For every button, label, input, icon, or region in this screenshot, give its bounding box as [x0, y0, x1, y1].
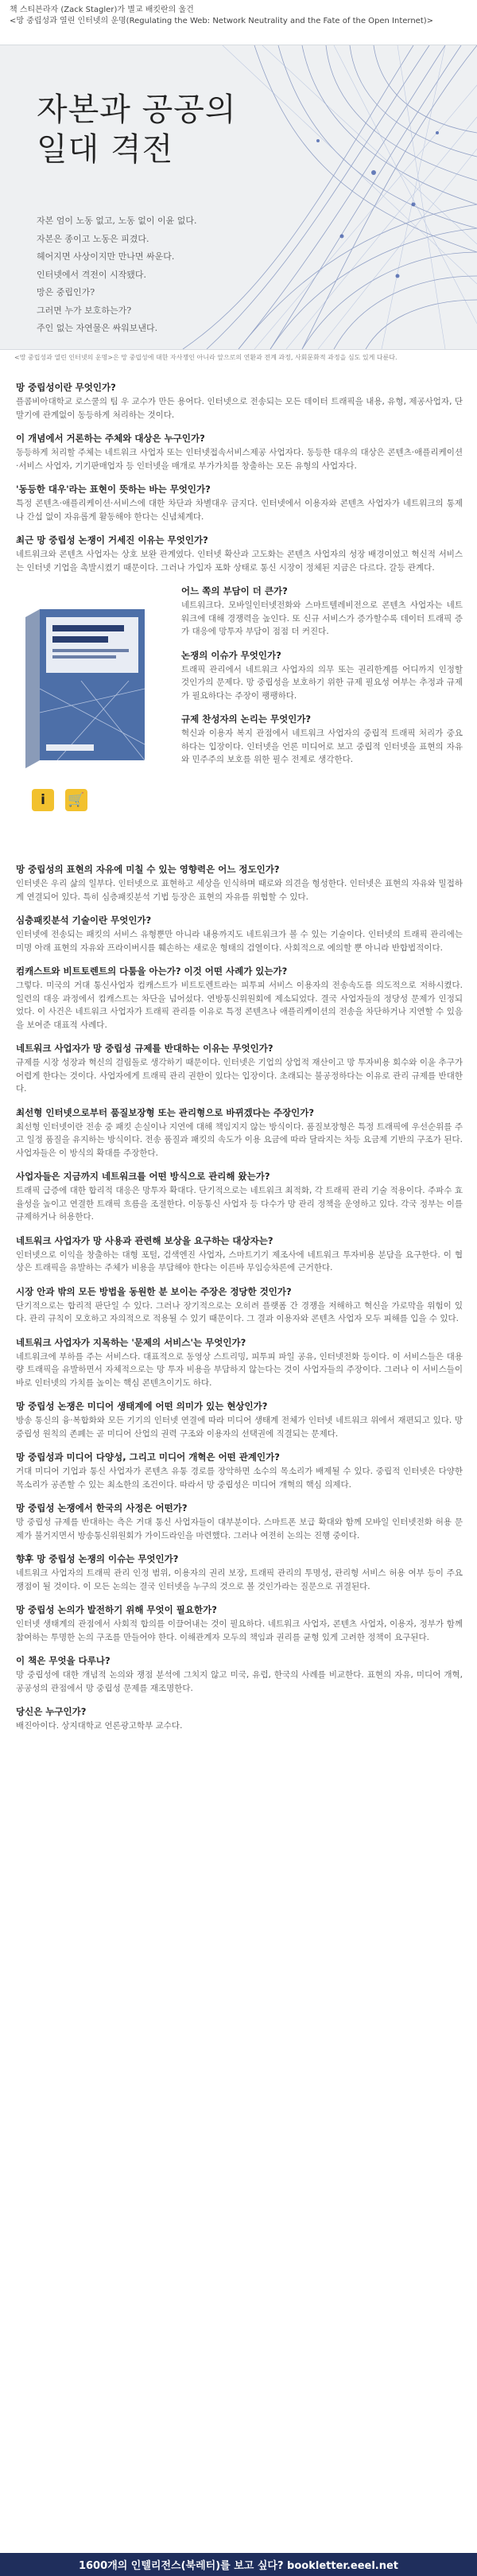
hero-title — [37, 90, 237, 169]
answer: 네트워크 사업자의 트래픽 관리 인정 범위, 이용자의 권리 보장, 트래픽 관리의 투명성, 관리형 서비스 허용 여부 등이 주요 쟁점이 될 것이다. 이 모든 논의는 결국 인터넷을 누구의 것으로 볼 것인가라는 질문으로 귀결된다. — [16, 1568, 463, 1591]
answer: 혁신과 이용자 복지 관점에서 네트워크 사업자의 중립적 트래픽 처리가 중요하다는 입장이다. 인터넷을 언론 미디어로 보고 중립적 인터넷을 표현의 자유와 민주주의 보호를 위한 필수 전제로 생각한다. — [181, 729, 463, 764]
hero-intro — [37, 212, 196, 338]
interview-content — [0, 382, 477, 1744]
qa-item — [16, 1043, 463, 1096]
question: 논쟁의 이슈가 무엇인가? — [181, 649, 281, 661]
hero-title-line: 일대 격전 — [37, 131, 174, 168]
question: 네트워크 사업자가 지목하는 '문제의 서비스'는 무엇인가? — [16, 1336, 246, 1348]
answer: 규제를 시장 성장과 혁신의 걸림돌로 생각하기 때문이다. 인터넷은 기업의 상업적 재산이고 망 투자비용 회수와 이윤 추구가 어렵게 한다는 것이다. 사업자에게 트래픽 관리 권한이 있다는 입장이다. 초래되는 불공정하다는 이유로 관리 규제를 반대한다. — [16, 1058, 463, 1094]
question: 규제 찬성자의 논리는 무엇인가? — [181, 713, 312, 725]
qa-item — [16, 1604, 463, 1644]
intro-line: 망은 중립인가? — [37, 287, 95, 297]
answer: 특정 콘텐츠·애플리케이션·서비스에 대한 차단과 차별대우 금지다. 인터넷에서 이용자와 콘텐츠 사업자가 네트워크의 통제나 간섭 없이 자유롭게 활동해야 한다는 신념체계다. — [16, 499, 463, 522]
qa-item — [16, 1655, 463, 1695]
question: 이 책은 무엇을 다루나? — [16, 1655, 111, 1666]
qa-item — [16, 915, 463, 954]
qa-item — [16, 1107, 463, 1160]
cart-icon[interactable]: 🛒 — [65, 789, 87, 811]
intro-line: 자본은 종이고 노동은 피겼다. — [37, 233, 149, 244]
answer: 거대 미디어 기업과 통신 사업자가 콘텐츠 유통 경로를 장악하면 소수의 목소리가 배제될 수 있다. 중립적 인터넷은 다양한 목소리가 공존할 수 있는 최소한의 조건이다. 따라서 망 중립성은 미디어 개혁의 핵심 의제다. — [16, 1467, 463, 1490]
answer: 인터넷 생태계의 관점에서 사회적 합의를 이끌어내는 것이 필요하다. 네트워크 사업자, 콘텐츠 사업자, 이용자, 정부가 함께 참여하는 투명한 논의 구조를 만들어야 한다. 이해관계자 모두의 책임과 권리를 균형 있게 고려한 정책이 요구된다. — [16, 1619, 463, 1642]
qa-item — [16, 1401, 463, 1440]
answer: 인터넷에 전송되는 패킷의 서비스 유형뿐만 아니라 내용까지도 네트워크가 볼 수 있는 기술이다. 인터넷의 트래픽 관리에는 미명 아래 표현의 자유와 프라이버시를 훼손하는 새로운 형태의 검열이다. 사회적으로 예의할 뿐 아니라 반합법적이다. — [16, 930, 463, 953]
qa-item — [16, 1706, 463, 1733]
qa-item — [16, 1171, 463, 1224]
question: 최근 망 중립성 논쟁이 거세진 이유는 무엇인가? — [16, 534, 208, 546]
info-icon[interactable]: i — [32, 789, 54, 811]
qa-item — [16, 1451, 463, 1491]
intro-line: 헤어지면 사상이지만 만나면 싸운다. — [37, 251, 175, 262]
question: 망 중립성과 미디어 다양성, 그리고 미디어 개혁은 어떤 관계인가? — [16, 1451, 280, 1463]
qa-item — [16, 1553, 463, 1593]
answer: 최선형 인터넷이란 전송 중 패킷 손실이나 지연에 대해 책임지지 않는 방식이다. 품질보장형은 특정 트래픽에 우선순위를 주고 일정 품질을 유지하는 방식이다. 전송 품질과 패킷의 속도가 이용 요금에 따라 달라지는 차등 요금제 기반의 구조가 된다. 사업자들은 이 방식의 확대를 주장한다. — [16, 1121, 463, 1158]
side-qa-column — [181, 585, 463, 778]
answer: 트래픽 관리에서 네트워크 사업자의 의무 또는 권리한계를 어디까지 인정할 것인가의 문제다. 망 중립성을 보호하기 위한 규제 필요성 여부는 추정과 규제가 필요하다는 주장이 팽팽하다. — [181, 664, 463, 701]
answer: 네트워크에 부하를 주는 서비스다. 대표적으로 동영상 스트리밍, 피투피 파일 공유, 인터넷전화 등이다. 이 서비스들은 대용량 트래픽을 유발하면서 자체적으로는 망 투자 비용을 부담하지 않는다는 것이 사업자들의 주장이다. 그러나 이 서비스들이 바로 인터넷의 가치를 높이는 핵심 콘텐츠이기도 하다. — [16, 1351, 463, 1388]
intro-line: 그러면 누가 보호하는가? — [37, 305, 132, 316]
qa-item — [16, 1286, 463, 1326]
question: 당신은 누구인가? — [16, 1706, 87, 1717]
footer-banner[interactable]: 1600개의 인텔리전스(북레터)를 보고 싶다? bookletter.eeel.net — [0, 2553, 477, 2576]
question: 이 개념에서 거론하는 주체와 대상은 누구인가? — [16, 433, 205, 444]
book-actions — [32, 789, 87, 811]
answer: 플콤비아대학교 로스쿨의 팀 우 교수가 만든 용어다. 인터넷으로 전송되는 모든 데이터 트래픽을 내용, 유형, 제공사업자, 단말기에 관계없이 동등하게 처리하는 것이다. — [16, 397, 463, 420]
answer: 그렇다. 미국의 거대 통신사업자 컴캐스트가 비트토렌트라는 피투피 서비스 이용자의 전송속도를 의도적으로 저하시켰다. 일련의 대응 과정에서 컴캐스트는 차단을 넘어섰다. 연방통신위원회에 제소되었다. 결국 사업자들의 정당성 문제가 인정되었다. 이 사건은 네트워크 사업자가 트래픽 관리를 이유로 특정 콘텐츠나 애플리케이션의 전송을 차단하거나 지연할 수 있음을 보여준 대표적 사례다. — [16, 981, 463, 1030]
question: 망 중립성 논쟁에서 한국의 사정은 어떤가? — [16, 1502, 188, 1513]
answer: 네트워크와 콘텐츠 사업자는 상호 보완 관계였다. 인터넷 확산과 고도화는 콘텐츠 사업자의 성장 배경이었고 혁신적 서비스는 인터넷 기업을 촉발시켰기 때문이다. 그러나 가입자 포화 상태로 통신 시장이 정체된 지금은 다르다. 갈등 관계다. — [16, 550, 463, 573]
header-line: 책 스티븐라자 (Zack Stagler)가 별교 배킷란의 울건 — [10, 6, 194, 14]
question: 네트워크 사업자가 망 중립성 규제를 반대하는 이유는 무엇인가? — [16, 1043, 273, 1054]
header-subtitle: <망 중립성과 열린 인터넷의 운명(Regulating the Web: Network Neutrality and the Fate of the Open Internet)> — [10, 17, 434, 25]
qa-item — [16, 382, 463, 422]
hero-banner — [0, 45, 477, 350]
qa-item — [16, 534, 463, 574]
hero-title-line: 자본과 공공의 — [37, 91, 237, 128]
question: 최선형 인터넷으로부터 품질보장형 또는 관리형으로 바뀌겠다는 주장인가? — [16, 1106, 315, 1118]
qa-item — [16, 433, 463, 472]
question: 망 중립성이란 무엇인가? — [16, 382, 116, 393]
book-section — [16, 585, 463, 864]
hero-caption: <망 중립성과 열린 인터넷의 운명>은 망 중립성에 대한 자사쟁인 아니라 앞으로의 연환과 전계 과정, 사회문화적 과정을 심도 있게 다룬다. — [14, 354, 398, 361]
answer: 트래픽 급증에 대한 합리적 대응은 망투자 확대다. 단기적으로는 네트워크 최적화, 각 트래픽 관리 기술 적용이다. 주파수 효율성을 높이고 연결한 트래픽 흐름을 조절한다. 이동통신 사업자 등 다수가 망 관리 정책을 운영하고 있다. 각국 정부는 이를 규제하거나 허용한다. — [16, 1186, 463, 1222]
question: 사업자들은 지금까지 네트워크를 어떤 방식으로 관리해 왔는가? — [16, 1171, 270, 1182]
question: 망 중립성 논쟁은 미디어 생태계에 어떤 의미가 있는 현상인가? — [16, 1401, 268, 1412]
answer: 네트워크다. 모바일인터넷전화와 스마트텔레비전으로 콘텐츠 사업자는 네트워크에 대해 경쟁력을 높인다. 또 신규 서비스가 증가할수록 데이터 트래픽 증가 대응에 망투자 부담이 점점 더 커진다. — [181, 600, 463, 636]
qa-item — [16, 1502, 463, 1542]
intro-line: 자본 엄이 노동 없고, 노동 없이 이윤 없다. — [37, 216, 197, 226]
question: 네트워크 사업자가 망 사용과 관련해 보상을 요구하는 대상자는? — [16, 1234, 273, 1246]
qa-item — [16, 1337, 463, 1390]
answer: 단기적으로는 합리적 판단일 수 있다. 그러나 장기적으로는 오히려 플랫폼 간 경쟁을 저해하고 혁신을 가로막을 위험이 있다. 관리 규칙이 모호하고 자의적으로 적용될 수 있기 때문이다. 그 결과 이용자와 콘텐츠 사업자 모두 피해를 입을 수 있다. — [16, 1300, 463, 1323]
question: 망 중립성 논의가 발전하기 위해 무엇이 필요한가? — [16, 1604, 217, 1615]
intro-line: 주인 없는 자연물은 싸워보낸다. — [37, 323, 158, 333]
question: 향후 망 중립성 논쟁의 이슈는 무엇인가? — [16, 1553, 179, 1564]
answer: 배진아이다. 상지대학교 언론광고학부 교수다. — [16, 1721, 183, 1731]
answer: 인터넷으로 이익을 창출하는 대형 포털, 검색엔진 사업자, 스마트기기 제조사에 네트워크 투자비용 분담을 요구한다. 이 협상은 트래픽을 유발하는 주체가 비용을 부담해야 한다는 이른바 무임승차론에 근거한다. — [16, 1249, 463, 1272]
book-cover[interactable] — [25, 609, 145, 768]
header-bar — [0, 0, 477, 45]
intro-line: 인터넷에서 격전이 시작됐다. — [37, 269, 147, 280]
answer: 동등하게 처리할 주체는 네트워크 사업자 또는 인터넷접속서비스제공 사업자다. 동등한 대우의 대상은 콘텐츠·애플리케이션·서비스 사업자, 기기판매업자 등 인터넷을 매개로 부가가치를 창출하는 모든 유형의 사업자다. — [16, 448, 463, 471]
qa-item — [16, 864, 463, 903]
qa-item — [16, 966, 463, 1032]
answer: 망 중립성에 대한 개념적 논의와 쟁점 분석에 그치지 않고 미국, 유럽, 한국의 사례를 비교한다. 표현의 자유, 미디어 개혁, 공공성의 관점에서 망 중립성 문제를 재조명한다. — [16, 1670, 463, 1693]
question: '동등한 대우'라는 표현이 뜻하는 바는 무엇인가? — [16, 484, 211, 495]
answer: 방송 통신의 융·복합화와 모든 기기의 인터넷 연결에 따라 미디어 생태계 전체가 인터넷 네트워크 위에서 재편되고 있다. 망 중립성 원칙의 존폐는 곧 미디어 산업의 권력 구조와 이용자의 선택권에 직결되는 문제다. — [16, 1416, 463, 1439]
qa-item — [16, 1235, 463, 1275]
answer: 망 중립성 규제를 반대하는 측은 거대 통신 사업자들이 대부분이다. 스마트폰 보급 확대와 함께 모바일 인터넷전화 허용 문제가 불거지면서 방송통신위원회가 가이드라인을 마련했다. 그러나 여전히 논의는 진행 중이다. — [16, 1517, 463, 1541]
qa-item — [16, 484, 463, 523]
question: 망 중립성의 표현의 자유에 미칠 수 있는 영향력은 어느 정도인가? — [16, 864, 280, 875]
question: 컴캐스트와 비트토렌트의 다툼을 아는가? 이것 어떤 사례가 있는가? — [16, 966, 288, 977]
question: 시장 안과 밖의 모든 방법을 동원한 분 보이는 주장은 정당한 것인가? — [16, 1285, 292, 1297]
answer: 인터넷은 우리 삶의 일부다. 인터넷으로 표현하고 세상을 인식하며 때로와 의견을 형성한다. 인터넷은 표현의 자유와 밀접하게 연결되어 있다. 특히 심층패킷분석 기법 등장은 표현의 자유를 위협할 수 있다. — [16, 879, 463, 902]
question: 어느 쪽의 부담이 더 큰가? — [181, 585, 288, 596]
question: 심층패킷분석 기술이란 무엇인가? — [16, 915, 152, 926]
